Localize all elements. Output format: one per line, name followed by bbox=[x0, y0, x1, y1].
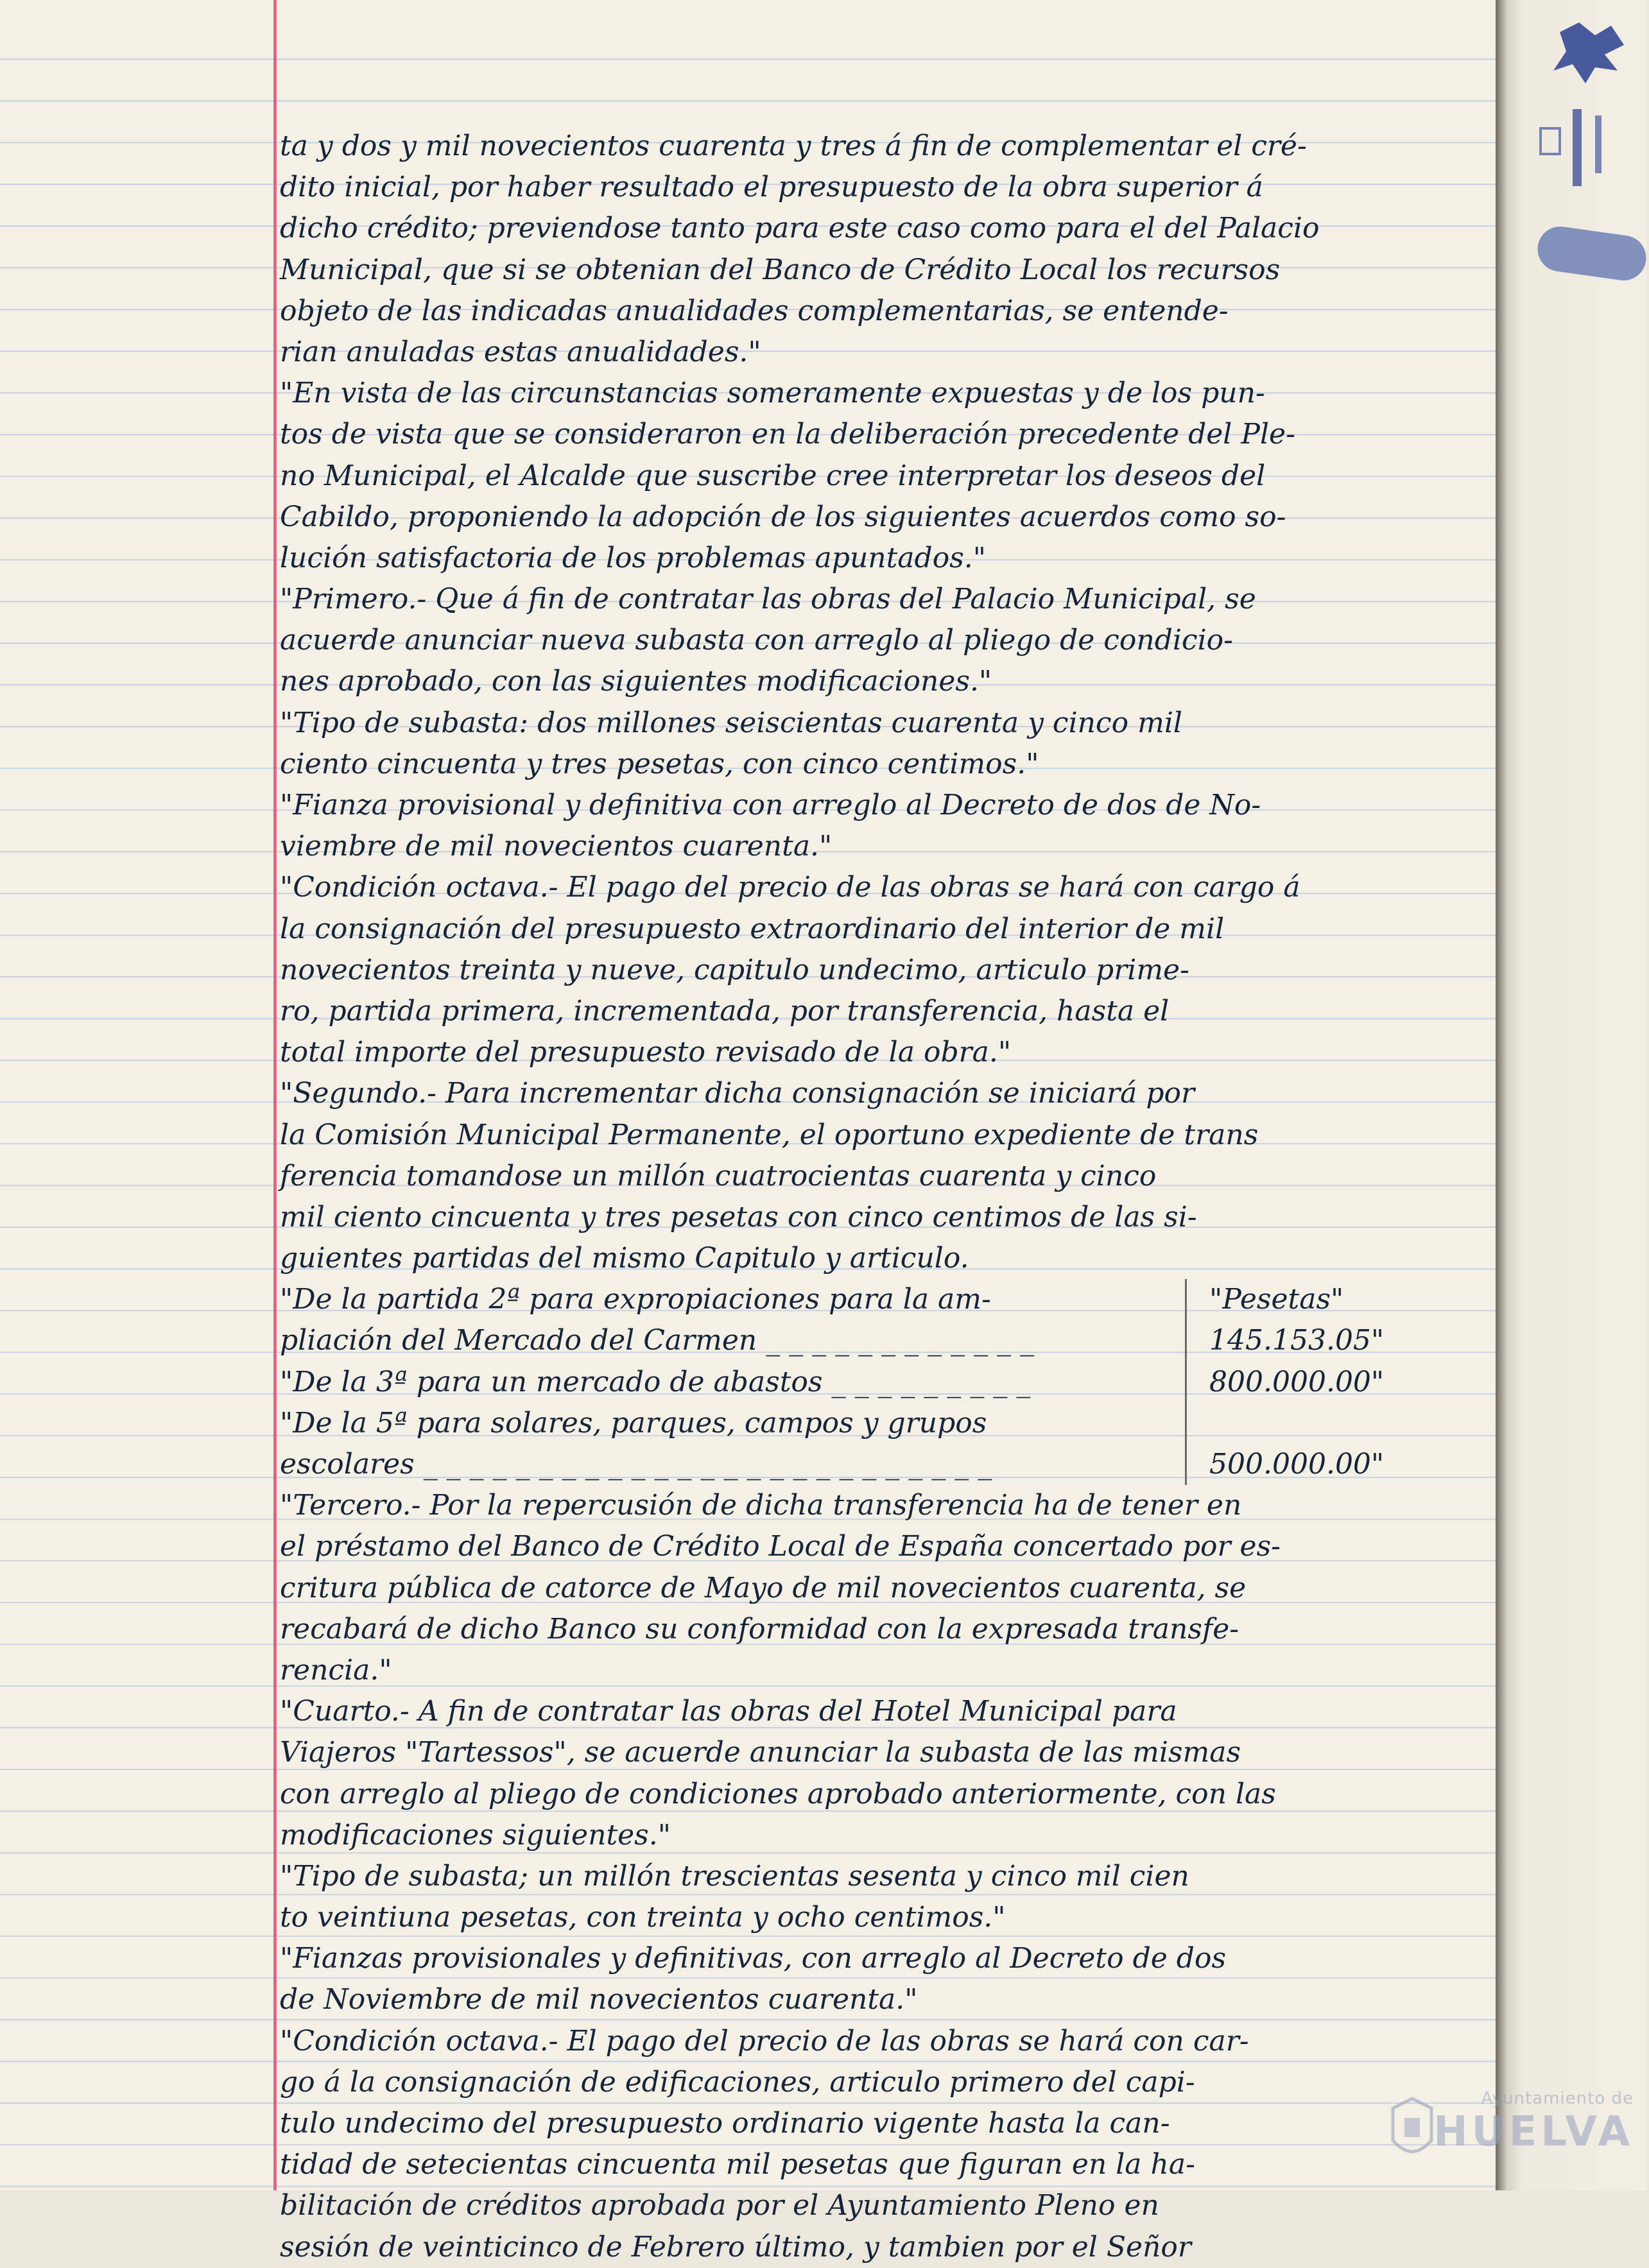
text-line: "Tercero.- Por la repercusión de dicha transferencia ha de tener en bbox=[280, 1489, 1242, 1522]
table-row bbox=[280, 1362, 1494, 1403]
paragraph-block-1 bbox=[280, 126, 1494, 1279]
text-line: el préstamo del Banco de Crédito Local de España concertado por es- bbox=[280, 1530, 1281, 1563]
text-line: de Noviembre de mil novecientos cuarenta." bbox=[280, 1983, 918, 2016]
text-line: "Primero.- Que á fin de contratar las obras del Palacio Municipal, se bbox=[280, 583, 1256, 616]
watermark-logo bbox=[1403, 2089, 1634, 2185]
text-line: tidad de setecientas cincuenta mil pesetas que figuran en la ha- bbox=[280, 2148, 1195, 2181]
text-line: nes aprobado, con las siguientes modificaciones." bbox=[280, 665, 992, 698]
table-row bbox=[280, 1403, 1494, 1444]
table-row-amount: "Pesetas" bbox=[1209, 1283, 1344, 1316]
text-line: ro, partida primera, incrementada, por transferencia, hasta el bbox=[280, 994, 1170, 1027]
handwritten-text bbox=[280, 126, 1494, 2268]
table-row bbox=[280, 1279, 1494, 1320]
text-line: "Condición octava.- El pago del precio de las obras se hará con cargo á bbox=[280, 871, 1300, 904]
table-row-amount: 500.000.00" bbox=[1209, 1448, 1385, 1481]
table-row bbox=[280, 1320, 1494, 1361]
logo-line-2: HUELVA bbox=[1433, 2108, 1634, 2156]
table-row-amount bbox=[1187, 1403, 1209, 1444]
table-row-amount: 145.153.05" bbox=[1209, 1324, 1385, 1357]
text-line: Municipal, que si se obtenian del Banco de Crédito Local los recursos bbox=[280, 253, 1281, 286]
text-line: ta y dos y mil novecientos cuarenta y tres á fin de complementar el cré- bbox=[280, 130, 1307, 162]
table-row-label: pliación del Mercado del Carmen _ _ _ _ _ _ _ _ _ _ _ _ bbox=[280, 1320, 1187, 1361]
text-line: recabará de dicho Banco su conformidad con la expresada transfe- bbox=[280, 1612, 1239, 1645]
text-line: tulo undecimo del presupuesto ordinario vigente hasta la can- bbox=[280, 2107, 1170, 2140]
text-line: modificaciones siguientes." bbox=[280, 1818, 671, 1851]
text-line: rian anuladas estas anualidades." bbox=[280, 335, 761, 368]
paragraph-block-2 bbox=[280, 1485, 1494, 2268]
text-line: "Fianzas provisionales y definitivas, con arreglo al Decreto de dos bbox=[280, 1942, 1227, 1975]
text-line: to veintiuna pesetas, con treinta y ocho centimos." bbox=[280, 1901, 1006, 1934]
text-line: la Comisión Municipal Permanente, el oportuno expediente de trans bbox=[280, 1118, 1259, 1151]
text-line: la consignación del presupuesto extraordinario del interior de mil bbox=[280, 912, 1225, 945]
text-line: "Cuarto.- A fin de contratar las obras del Hotel Municipal para bbox=[280, 1695, 1177, 1728]
text-line: con arreglo al pliego de condiciones aprobado anteriormente, con las bbox=[280, 1777, 1276, 1810]
text-line: rencia." bbox=[280, 1653, 392, 1687]
text-line: objeto de las indicadas anualidades complementarias, se entende- bbox=[280, 294, 1229, 327]
table-row-label: "De la 3ª para un mercado de abastos _ _ _ _ _ _ _ _ _ bbox=[280, 1362, 1187, 1403]
logo-line-1: Ayuntamiento de bbox=[1481, 2089, 1634, 2108]
binding-gutter bbox=[1496, 0, 1646, 2190]
text-line: dito inicial, por haber resultado el presupuesto de la obra superior á bbox=[280, 171, 1263, 204]
table-row-label: "De la 5ª para solares, parques, campos y grupos bbox=[280, 1403, 1187, 1444]
text-line: "En vista de las circunstancias someramente expuestas y de los pun- bbox=[280, 377, 1265, 410]
text-line: no Municipal, el Alcalde que suscribe cree interpretar los deseos del bbox=[280, 459, 1266, 492]
text-line: "Tipo de subasta; un millón trescientas sesenta y cinco mil cien bbox=[280, 1859, 1189, 1893]
text-line: acuerde anunciar nueva subasta con arreglo al pliego de condicio- bbox=[280, 624, 1234, 657]
table-row-label: escolares _ _ _ _ _ _ _ _ _ _ _ _ _ _ _ _ _ _ _ _ _ _ _ _ _ bbox=[280, 1444, 1187, 1485]
text-line: "Segundo.- Para incrementar dicha consignación se iniciará por bbox=[280, 1077, 1195, 1110]
text-line: Cabildo, proponiendo la adopción de los siguientes acuerdos como so- bbox=[280, 500, 1286, 533]
text-line: tos de vista que se consideraron en la deliberación precedente del Ple- bbox=[280, 418, 1295, 451]
text-line: "Fianza provisional y definitiva con arreglo al Decreto de dos de No- bbox=[280, 789, 1261, 821]
text-line: total importe del presupuesto revisado de la obra." bbox=[280, 1036, 1012, 1069]
text-line: Viajeros "Tartessos", se acuerde anunciar la subasta de las mismas bbox=[280, 1736, 1241, 1769]
text-line: ferencia tomandose un millón cuatrocientas cuarenta y cinco bbox=[280, 1159, 1157, 1192]
text-line: bilitación de créditos aprobada por el Ayuntamiento Pleno en bbox=[280, 2189, 1159, 2222]
table-row-label: "De la partida 2ª para expropiaciones para la am- bbox=[280, 1279, 1187, 1320]
text-line: dicho crédito; previendose tanto para este caso como para el del Palacio bbox=[280, 212, 1320, 245]
text-line: critura pública de catorce de Mayo de mil novecientos cuarenta, se bbox=[280, 1571, 1247, 1604]
stamp-icon bbox=[1534, 19, 1637, 212]
amounts-table bbox=[280, 1279, 1494, 1485]
text-line: viembre de mil novecientos cuarenta." bbox=[280, 830, 833, 863]
text-line: lución satisfactoria de los problemas apuntados." bbox=[280, 541, 986, 574]
text-line: mil ciento cincuenta y tres pesetas con cinco centimos de las si- bbox=[280, 1200, 1197, 1233]
text-line: sesión de veinticinco de Febrero último, y tambien por el Señor bbox=[280, 2230, 1191, 2264]
text-line: "Condición octava.- El pago del precio de las obras se hará con car- bbox=[280, 2024, 1249, 2058]
table-row bbox=[280, 1444, 1494, 1485]
text-line: guientes partidas del mismo Capitulo y articulo. bbox=[280, 1242, 969, 1275]
text-line: go á la consignación de edificaciones, articulo primero del capi- bbox=[280, 2065, 1195, 2099]
text-line: ciento cincuenta y tres pesetas, con cinco centimos." bbox=[280, 747, 1039, 780]
text-line: novecientos treinta y nueve, capitulo undecimo, articulo prime- bbox=[280, 953, 1189, 986]
text-line: "Tipo de subasta: dos millones seiscientas cuarenta y cinco mil bbox=[280, 706, 1182, 739]
table-row-amount: 800.000.00" bbox=[1209, 1365, 1385, 1398]
margin-rule bbox=[273, 0, 277, 2190]
